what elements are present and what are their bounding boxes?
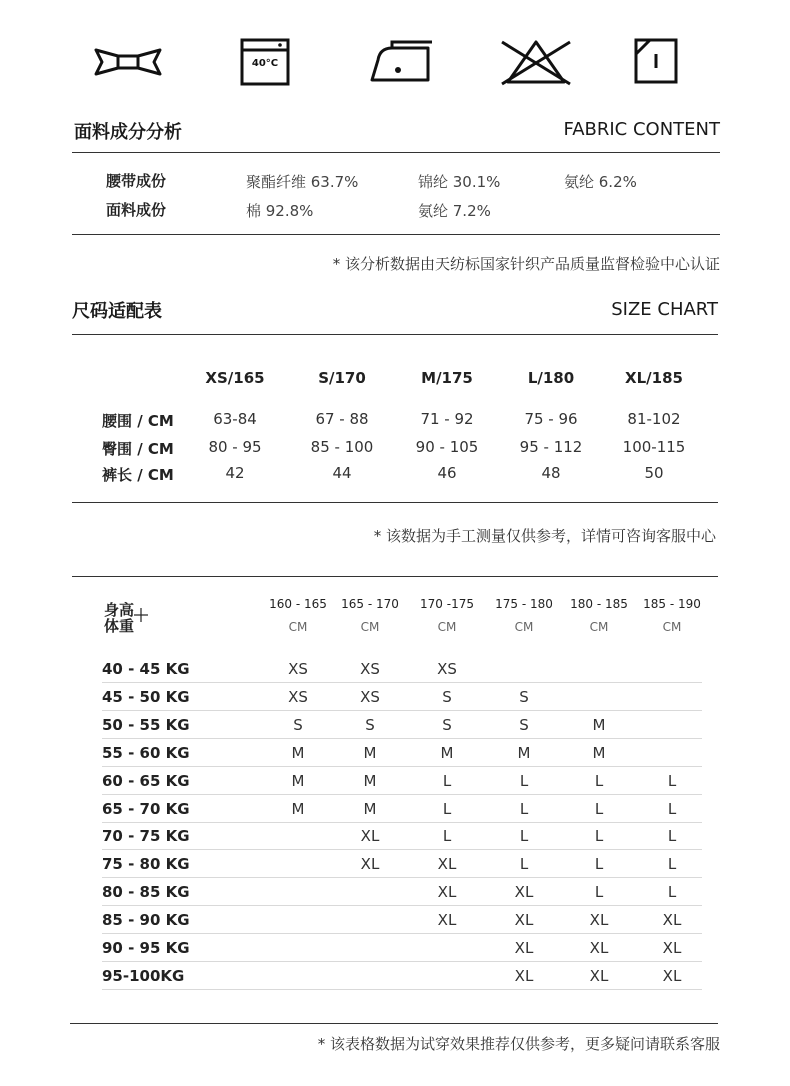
size-recommendation: XS — [288, 660, 308, 678]
size-cell: 46 — [437, 464, 457, 482]
size-chart-note: * 该数据为手工测量仅供参考，详情可咨询客服中心 — [373, 527, 716, 545]
size-recommendation: XL — [589, 911, 609, 930]
size-recommendation: L — [519, 827, 529, 846]
size-recommendation: L — [667, 855, 677, 874]
size-recommendation: L — [442, 771, 452, 790]
hw-corner-weight: 体重 — [104, 617, 135, 635]
no-bleach-icon — [496, 36, 576, 88]
size-row-label: 腰围 / CM — [102, 412, 174, 430]
tumble-dry-icon — [616, 36, 696, 88]
size-recommendation: XS — [288, 687, 308, 706]
hw-corner-height: 身高 — [104, 601, 135, 619]
size-recommendation: S — [442, 687, 452, 706]
weight-range: 95-100KG — [102, 966, 185, 985]
height-range: 165 - 170 — [341, 597, 399, 611]
size-recommendation: L — [519, 799, 529, 818]
size-recommendation: L — [594, 827, 604, 846]
size-recommendation: M — [592, 715, 606, 734]
fabric-value: 氨纶 6.2% — [564, 173, 637, 191]
size-cell: 63-84 — [213, 410, 257, 428]
fabric-title: 面料成分分析 — [74, 122, 182, 143]
size-recommendation: L — [442, 799, 452, 818]
divider — [72, 502, 718, 503]
size-cell: 50 — [644, 464, 664, 482]
height-range: 175 - 180 — [495, 597, 553, 611]
size-recommendation: L — [594, 883, 604, 902]
weight-range: 90 - 95 KG — [102, 939, 190, 957]
weight-range: 80 - 85 KG — [102, 883, 190, 902]
size-cell: 85 - 100 — [310, 438, 374, 456]
height-unit: CM — [662, 620, 682, 634]
washing-machine-icon — [226, 36, 306, 88]
height-unit: CM — [288, 620, 308, 634]
size-chart-title: 尺码适配表 — [72, 301, 162, 322]
size-recommendation: XL — [662, 939, 682, 957]
size-recommendation: L — [519, 855, 529, 874]
fabric-title-en: FABRIC CONTENT — [563, 119, 720, 140]
size-recommendation: XS — [360, 687, 380, 706]
row-divider — [102, 766, 702, 767]
size-recommendation: XL — [514, 883, 534, 902]
size-recommendation: L — [594, 771, 604, 790]
weight-range: 65 - 70 KG — [102, 799, 190, 818]
divider — [72, 576, 718, 577]
fabric-value: 棉 92.8% — [246, 202, 314, 220]
size-recommendation: L — [442, 827, 452, 846]
size-recommendation: M — [363, 771, 377, 790]
row-divider — [102, 738, 702, 739]
iron-icon — [362, 36, 442, 88]
size-recommendation: XL — [437, 855, 457, 874]
row-divider — [102, 989, 702, 990]
size-recommendation: XL — [514, 966, 534, 985]
weight-range: 40 - 45 KG — [102, 660, 190, 678]
size-recommendation: M — [291, 799, 305, 818]
size-recommendation: M — [363, 743, 377, 762]
size-header: S/170 — [318, 369, 366, 387]
plus-icon — [134, 608, 148, 622]
size-recommendation: L — [594, 855, 604, 874]
fabric-row-label: 面料成份 — [106, 201, 167, 219]
row-divider — [102, 849, 702, 850]
size-recommendation: XS — [437, 660, 457, 678]
size-cell: 67 - 88 — [315, 410, 369, 428]
size-cell: 100-115 — [622, 438, 686, 456]
height-unit: CM — [437, 620, 457, 634]
weight-range: 60 - 65 KG — [102, 771, 190, 790]
height-unit: CM — [514, 620, 534, 634]
size-recommendation: XL — [437, 911, 457, 930]
size-recommendation: L — [667, 799, 677, 818]
size-chart-title-en: SIZE CHART — [611, 299, 718, 320]
size-cell: 71 - 92 — [420, 410, 474, 428]
size-recommendation: L — [594, 799, 604, 818]
size-recommendation: L — [667, 771, 677, 790]
size-row-label: 臀围 / CM — [102, 440, 174, 458]
row-divider — [102, 933, 702, 934]
size-recommendation: XL — [360, 855, 380, 874]
size-recommendation: S — [365, 715, 375, 734]
row-divider — [102, 794, 702, 795]
size-recommendation: XL — [514, 939, 534, 957]
size-recommendation: M — [291, 771, 305, 790]
fabric-value: 锦纶 30.1% — [418, 173, 501, 191]
size-recommendation: M — [291, 743, 305, 762]
size-header: L/180 — [527, 369, 575, 387]
fabric-value: 氨纶 7.2% — [418, 202, 491, 220]
size-header: XL/185 — [625, 369, 683, 387]
size-recommendation: XL — [514, 911, 534, 930]
size-recommendation: L — [667, 827, 677, 846]
size-cell: 75 - 96 — [524, 410, 578, 428]
size-header: M/175 — [421, 369, 473, 387]
size-cell: 42 — [225, 464, 245, 482]
hw-note: * 该表格数据为试穿效果推荐仅供参考，更多疑问请联系客服 — [317, 1035, 720, 1053]
weight-range: 70 - 75 KG — [102, 827, 190, 846]
size-recommendation: XL — [589, 939, 609, 957]
size-cell: 81-102 — [627, 410, 681, 428]
size-recommendation: S — [519, 687, 529, 706]
row-divider — [102, 905, 702, 906]
row-divider — [102, 877, 702, 878]
height-unit: CM — [360, 620, 380, 634]
height-range: 170 -175 — [420, 597, 474, 611]
divider — [72, 334, 718, 335]
size-row-label: 裤长 / CM — [102, 466, 174, 484]
size-recommendation: L — [667, 883, 677, 902]
size-recommendation: M — [440, 743, 454, 762]
weight-range: 55 - 60 KG — [102, 743, 190, 762]
size-recommendation: XL — [662, 966, 682, 985]
weight-range: 45 - 50 KG — [102, 687, 190, 706]
size-recommendation: S — [442, 715, 452, 734]
divider — [70, 1023, 718, 1024]
size-recommendation: M — [363, 799, 377, 818]
size-recommendation: L — [519, 771, 529, 790]
size-recommendation: XS — [360, 660, 380, 678]
weight-range: 50 - 55 KG — [102, 715, 190, 734]
size-cell: 90 - 105 — [415, 438, 479, 456]
size-recommendation: XL — [360, 827, 380, 846]
height-range: 185 - 190 — [643, 597, 701, 611]
row-divider — [102, 682, 702, 683]
size-recommendation: XL — [662, 911, 682, 930]
divider — [72, 234, 720, 235]
row-divider — [102, 710, 702, 711]
fabric-row-label: 腰带成份 — [106, 172, 167, 190]
row-divider — [102, 961, 702, 962]
divider — [72, 152, 720, 153]
size-recommendation: XL — [437, 883, 457, 902]
size-header: XS/165 — [205, 369, 265, 387]
size-recommendation: S — [519, 715, 529, 734]
weight-range: 85 - 90 KG — [102, 911, 190, 930]
size-recommendation: S — [293, 715, 303, 734]
height-unit: CM — [589, 620, 609, 634]
height-range: 160 - 165 — [269, 597, 327, 611]
fabric-value: 聚酯纤维 63.7% — [246, 173, 359, 191]
size-cell: 95 - 112 — [519, 438, 583, 456]
height-range: 180 - 185 — [570, 597, 628, 611]
wash-temp-label: 40°C — [251, 58, 279, 69]
size-recommendation: XL — [589, 966, 609, 985]
size-cell: 80 - 95 — [208, 438, 262, 456]
bow-icon — [88, 36, 168, 88]
row-divider — [102, 822, 702, 823]
size-cell: 44 — [332, 464, 352, 482]
size-cell: 48 — [541, 464, 561, 482]
fabric-note: * 该分析数据由天纺标国家针织产品质量监督检验中心认证 — [332, 255, 720, 273]
size-recommendation: M — [592, 743, 606, 762]
weight-range: 75 - 80 KG — [102, 855, 190, 874]
size-recommendation: M — [517, 743, 531, 762]
